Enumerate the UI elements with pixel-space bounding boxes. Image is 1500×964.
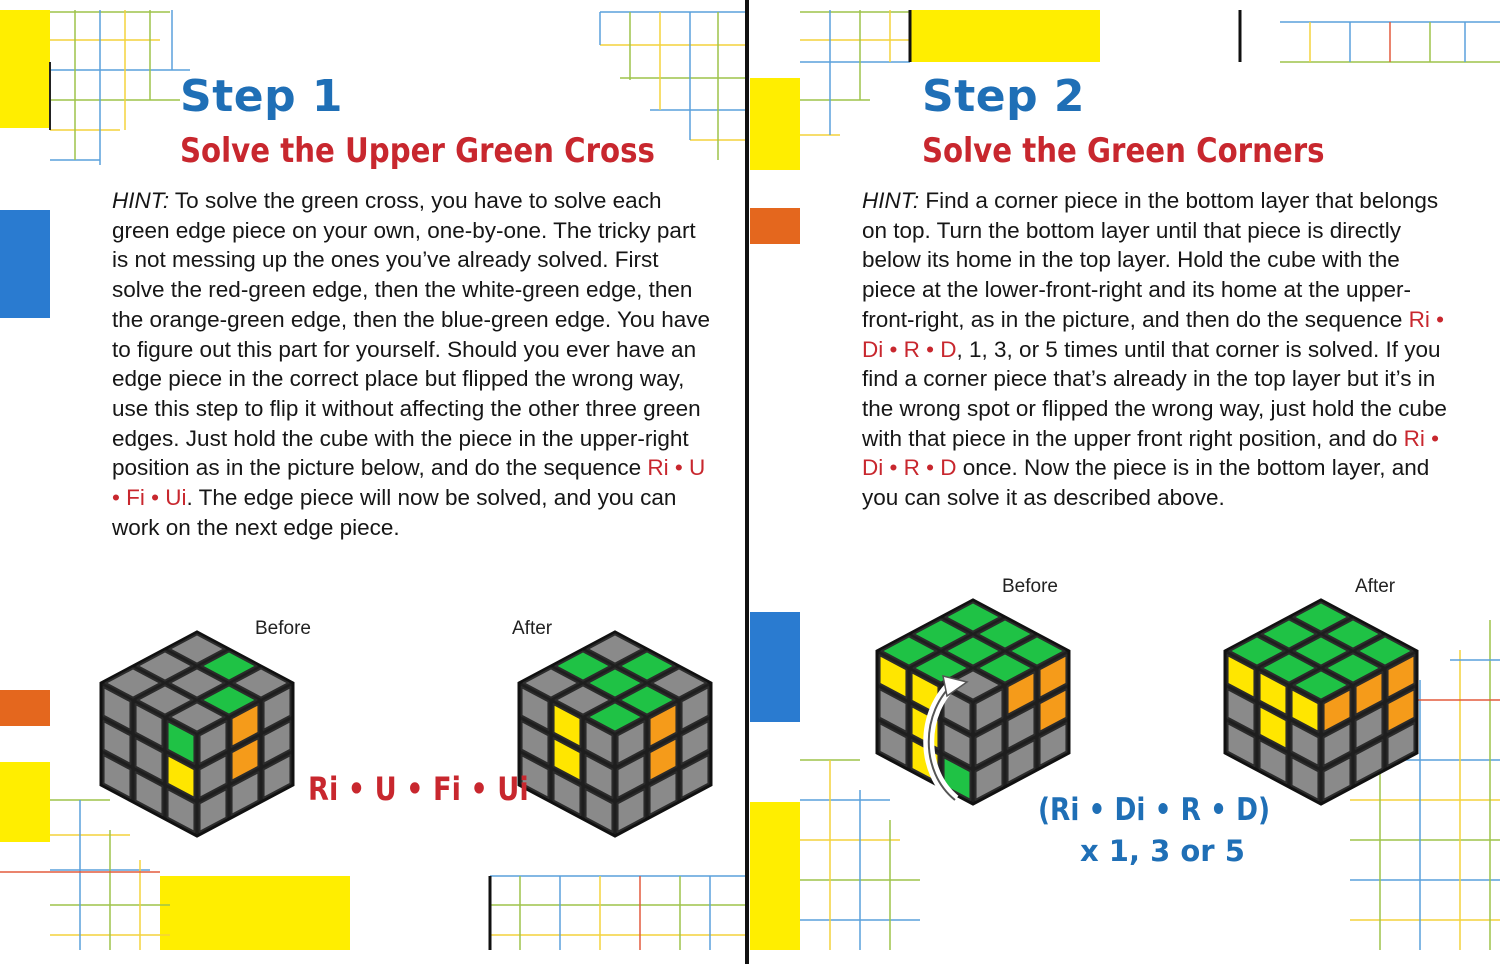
step-1-title: Solve the Upper Green Cross (180, 131, 655, 171)
after-label: After (512, 618, 553, 639)
hint-text: . The edge piece will now be solved, and you can work on the next edge piece. (112, 485, 677, 540)
hint-move-sequence: Ri • U • Fi • Ui (112, 455, 706, 511)
step-2-hint (862, 186, 1452, 513)
yellow-block (0, 10, 50, 128)
hint-text: To solve the green cross, you have to solve each green edge piece on your own, one-by-one. The tricky part is not messing up the ones you’ve already solved. First solve the red-green edge, then the white-green edge, then the orange-green edge, then the blue-green edge. You have to figure out this part for yourself. Should you ever have an edge piece in the correct place but flipped the wrong way, use this step to flip it without affecting the other three green edges. Just hold the cube with the piece in the upper-right position as in the picture below, and do the sequence (112, 188, 710, 481)
yellow-block (750, 802, 800, 950)
orange-block (0, 690, 50, 726)
hint-label: HINT: (112, 188, 170, 213)
right-page (750, 0, 1500, 964)
hint-text: , 1, 3, or 5 times until that corner is solved. If you find a corner piece that’s already in the top layer but it’s in the wrong spot or flipped the wrong way, just hold the cube with that piece in the upper front right position, and do (862, 336, 1447, 451)
blue-block (750, 612, 800, 722)
after-label: After (1355, 576, 1396, 597)
cube-after-illustration (510, 620, 720, 855)
move-sequence: (Ri • Di • R • D) (1038, 792, 1271, 828)
repeat-count: x 1, 3 or 5 (1080, 834, 1245, 868)
before-label: Before (255, 618, 311, 639)
hint-move-sequence: Ri • Di • R • D (862, 425, 1439, 481)
cube-after-illustration (1216, 588, 1426, 823)
before-label: Before (1002, 576, 1058, 597)
yellow-block (910, 10, 1100, 62)
move-sequence: Ri • U • Fi • Ui (308, 770, 529, 808)
hint-text: Find a corner piece in the bottom layer that belongs on top. Turn the bottom layer until that piece is directly below its home in the top layer. Hold the cube with the piece at the lower-front-right and its home at the upper-front-right, as in the picture, and then do the sequence (862, 188, 1439, 332)
step-2-heading: Step 2 (922, 71, 1085, 122)
hint-label: HINT: (862, 188, 920, 213)
left-page (0, 0, 746, 964)
hint-text: once. Now the piece is in the bottom layer, and you can solve it as described above. (862, 455, 1430, 511)
yellow-block (750, 78, 800, 170)
cube-before-illustration (92, 620, 302, 855)
yellow-block (160, 876, 350, 950)
hint-move-sequence: Ri • Di • R • D (862, 306, 1444, 362)
yellow-block (0, 762, 50, 842)
step-1-heading: Step 1 (180, 71, 343, 122)
rotation-arrow-icon (915, 672, 975, 812)
page-spine (745, 0, 749, 964)
blue-block (0, 210, 50, 318)
orange-block (750, 208, 800, 244)
step-1-hint (112, 186, 710, 542)
step-2-title: Solve the Green Corners (922, 131, 1325, 171)
